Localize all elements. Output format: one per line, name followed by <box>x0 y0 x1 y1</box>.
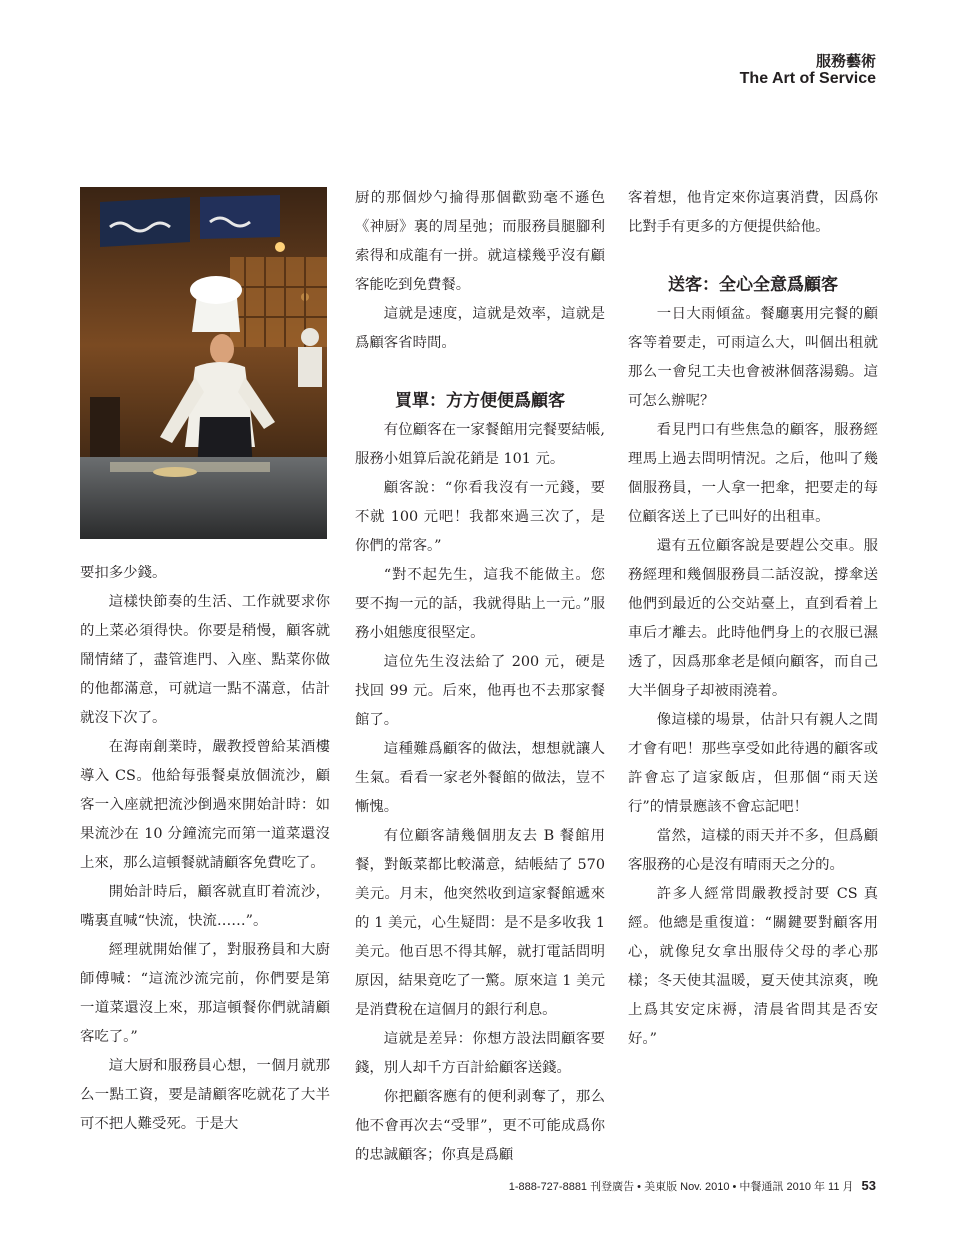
paragraph: 在海南創業時，嚴教授曾給某酒樓導入 CS。他給每張餐桌放個流沙，顧客一入座就把流沙倒過來開始計時：如果流沙在 10 分鐘流完而第一道菜還沒上來，那么這頓餐就請顧客免費吃了。 <box>80 739 330 871</box>
paragraph: 你把顧客應有的便利剥奪了，那么他不會再次去“受罪”，更不可能成爲你的忠誠顧客；你真是爲顧 <box>355 1089 605 1163</box>
paragraph: 要扣多少錢。 <box>80 565 167 581</box>
paragraph: 客着想，他肯定來你這裏消費，因爲你比對手有更多的方便提供給他。 <box>628 190 878 235</box>
paragraph: “對不起先生，這我不能做主。您要不掏一元的話，我就得貼上一元。”服務小姐態度很堅定。 <box>355 567 605 641</box>
paragraph: 有位顧客在一家餐館用完餐要結帳,服務小姐算后說花銷是 101 元。 <box>355 422 605 467</box>
paragraph: 許多人經常問嚴教授討要 CS 真經。他總是重復道：“關鍵要對顧客用心，就像兒女拿出服侍父母的孝心那樣；冬天使其温暖，夏天使其涼爽，晚上爲其安定床褥，清晨省問其是否安好。” <box>628 886 878 1047</box>
paragraph: 這樣快節奏的生活、工作就要求你的上菜必須得快。你要是稍慢，顧客就鬧情緒了，盡管進門、入座、點菜你做的他都滿意，可就這一點不滿意，估計就沒下次了。 <box>80 594 330 726</box>
text-column-2 <box>355 184 605 1170</box>
paragraph: 這大厨和服務員心想，一個月就那么一點工資，要是請顧客吃就花了大半可不把人難受死。于是大 <box>80 1058 330 1132</box>
paragraph: 像這樣的場景，估計只有親人之間才會有吧！那些享受如此待遇的顧客或許會忘了這家飯店，但那個“雨天送行”的情景應該不會忘記吧！ <box>628 712 878 815</box>
paragraph: 這就是差异：你想方設法問顧客要錢，別人却千方百計給顧客送錢。 <box>355 1031 605 1076</box>
paragraph: 還有五位顧客說是要趕公交車。服務經理和幾個服務員二話沒說，撐傘送他們到最近的公交站臺上，直到看着上車后才離去。此時他們身上的衣服已濕透了，因爲那傘老是傾向顧客，而自己大半個身子却被雨澆着。 <box>628 538 878 699</box>
paragraph: 開始計時后，顧客就直盯着流沙，嘴裏直喊“快流，快流……”。 <box>80 884 330 929</box>
section-title-chinese: 服務藝術 <box>815 52 876 70</box>
paragraph: 厨的那個炒勺掄得那個歡勁毫不遜色《神厨》裏的周星弛；而服務員腿腳利索得和成龍有一拼。就這樣幾乎沒有顧客能吃到免費餐。 <box>355 190 605 293</box>
page-footer <box>509 1178 876 1194</box>
paragraph: 顧客說：“你看我沒有一元錢，要不就 100 元吧！我都來過三次了，是你們的常客。” <box>355 480 605 554</box>
page-number: 53 <box>861 1178 876 1193</box>
section-heading-checkout: 買單：方方便便爲顧客 <box>395 391 565 411</box>
paragraph: 經理就開始催了，對服務員和大廚師傅喊：“這流沙流完前，你們要是第一道菜還沒上來，那這頓餐你們就請顧客吃了。” <box>80 942 330 1045</box>
section-title-english: The Art of Service <box>739 70 876 87</box>
paragraph: 這就是速度，這就是效率，這就是爲顧客省時間。 <box>355 306 605 351</box>
chef-photo <box>80 187 327 539</box>
paragraph: 這位先生沒法給了 200 元，硬是找回 99 元。后來，他再也不去那家餐館了。 <box>355 654 605 728</box>
paragraph: 看見門口有些焦急的顧客，服務經理馬上過去問明情況。之后，他叫了幾個服務員，一人拿一把傘，把要走的每位顧客送上了已叫好的出租車。 <box>628 422 878 525</box>
section-heading-farewell: 送客：全心全意爲顧客 <box>668 275 838 295</box>
footer-text: 1-888-727-8881 刊登廣告 • 美東版 Nov. 2010 • 中餐通訊 2010 年 11 月 <box>508 1181 854 1193</box>
paragraph: 這種難爲顧客的做法，想想就讓人生氣。看看一家老外餐館的做法，豈不慚愧。 <box>355 741 605 815</box>
text-column-3 <box>628 184 878 1054</box>
paragraph: 當然，這樣的雨天并不多，但爲顧客服務的心是沒有晴雨天之分的。 <box>628 828 878 873</box>
paragraph: 一日大雨傾盆。餐廳裏用完餐的顧客等着要走，可雨這么大，叫個出租就那么一會兒工夫也會被淋個落湯鷄。這可怎么辦呢？ <box>628 306 878 409</box>
paragraph: 有位顧客請幾個朋友去 B 餐館用餐，對飯菜都比較滿意，結帳結了 570 美元。月末，他突然收到這家餐館遞來的 1 美元，心生疑問：是不是多收我 1 美元。他百思不得其解，就打電話問明原因，結果竟吃了一驚。原來這 1 美元是消費稅在這個月的銀行利息。 <box>355 828 605 1018</box>
text-column-1 <box>80 559 330 1139</box>
